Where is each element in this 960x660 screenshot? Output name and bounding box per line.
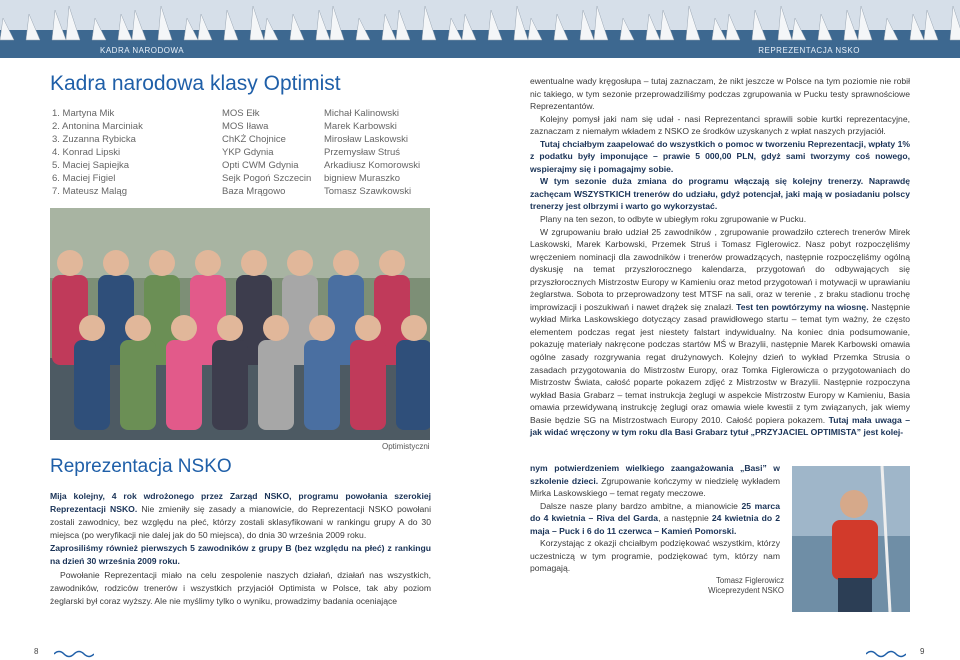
- bold-text: Tutaj chciałbym zaapelować do wszystkich o pomoc w tworzeniu Reprezentacji, wpłaty 1% z podatku były imponujące – prawie 5 000,00 PLN, gdyż sami tworzymy coś nowego, wspierajmy się i pomagajmy sobie.: [530, 138, 910, 174]
- athlete-name: 4. Konrad Lipski: [52, 147, 121, 158]
- body-text: , a następnie: [658, 513, 712, 524]
- wave-ornament-icon: [866, 648, 906, 658]
- photo-caption: Optimistyczni: [382, 442, 430, 451]
- wave-ornament-icon: [54, 648, 94, 658]
- person-body-shape: [396, 340, 430, 430]
- athlete-name: 5. Maciej Sapiejka: [52, 160, 130, 171]
- body-text: Dalsze nasze plany bardzo ambitne, a mianowicie: [540, 500, 742, 511]
- bold-text: Test ten powtórzymy na wiosnę.: [736, 301, 869, 312]
- athlete-name: 6. Maciej Figiel: [52, 173, 116, 184]
- page-title: Kadra narodowa klasy Optimist: [50, 72, 341, 95]
- roster-row: [50, 121, 430, 134]
- page-number-left: 8: [34, 647, 39, 656]
- body-text: W zgrupowaniu brało udział 25 zawodników , zgrupowanie prowadziło czterech trenerów Mirek Laskowski, Marek Karbowski, Przemek Struś i Tomasz Figlerowicz. Nasz pobyt rozpoczęliśmy wręczeniem nominacji dla zawodników i trenerów prowadzących, następnie rozpoczęliśmy ogólną dyskusję na temat przyszłorocznego kalendarza, przygotowań do odbywających się przyszłorocznych Mistrzostw Europy w Kamieniu oraz metod przygotowań i motywacji w uprawianiu żeglarstwa. Sobota to przeprowadzony test MTSF na sali, oraz w terenie , z braku stadionu trochę improwizacji i poszukiwań i nawet drążek się znalazł.: [530, 226, 910, 312]
- page-number-right: 9: [920, 647, 925, 656]
- roster-row: [50, 160, 430, 173]
- group-photo-image: [50, 208, 430, 440]
- article-paragraph: [530, 175, 910, 213]
- author-signature: [690, 576, 784, 596]
- athlete-name: 1. Martyna Mik: [52, 108, 115, 119]
- article-paragraph: [530, 226, 910, 439]
- bold-text: Tutaj mała uwaga – jak widać wręczony w tym roku dla Basi Grabarz tytuł „PRZYJACIEL OPTIMISTA” jest kolej-: [530, 414, 910, 438]
- person-head-shape: [379, 250, 405, 276]
- lead-bold-text: Mija kolejny, 4 rok wdrożonego przez Zarząd NSKO, programu powołania szerokiej Reprezentacji NSKO.: [50, 491, 431, 515]
- header-banner-photo: [0, 0, 960, 58]
- sailor-photo-image: [792, 466, 910, 612]
- person-body-shape: [212, 340, 248, 430]
- bold-text: 24 kwietnia do 2 maja – Puck i 6 do 11 czerwca – Kamień Pomorski.: [530, 513, 780, 536]
- left-article-body: [50, 490, 431, 608]
- article-paragraph: Korzystając z okazji chciałbym podziękować wszystkim, którzy uczestniczą w tym programie, podziękować tym, którzy nam pomagają.: [530, 538, 780, 574]
- person-body-shape: [74, 340, 110, 430]
- athlete-coach: Marek Karbowski: [324, 121, 397, 132]
- bold-text: 25 marca do 4 kwietnia – Riva del Garda: [530, 500, 780, 524]
- section-label-right: REPREZENTACJA NSKO: [758, 46, 860, 55]
- bold-text: W tym sezonie duża zmiana do programu włączają się kolejny trenerzy. Naprawdę zachęcam WSZYSTKICH trenerów do udziału, gdyż potencjał, jaki mają w posiadaniu polscy trenerzy jest olbrzymi i warto go wykorzystać.: [530, 176, 910, 212]
- person-head-shape: [195, 250, 221, 276]
- person-head-shape: [171, 315, 197, 341]
- person-head-shape: [287, 250, 313, 276]
- athlete-club: Sejk Pogoń Szczecin: [222, 173, 312, 184]
- athlete-name: 3. Zuzanna Rybicka: [52, 134, 136, 145]
- athlete-club: MOS Iława: [222, 121, 269, 132]
- section-title: Reprezentacja NSKO: [50, 456, 232, 477]
- article-paragraph: Kolejny pomysł jaki nam się udał - nasi Reprezentanci sprawili sobie kurtki reprezentacyjne, zaznaczam z niemałym wkładem z NSKO ze środków uzyskanych z wpłat naszych przyjaciół.: [530, 113, 910, 137]
- athlete-coach: Przemysław Struś: [324, 147, 401, 158]
- person-body-shape: [120, 340, 156, 430]
- person-head-shape: [79, 315, 105, 341]
- person-head-shape: [103, 250, 129, 276]
- athlete-club: Opti CWM Gdynia: [222, 160, 299, 171]
- person-body-shape: [166, 340, 202, 430]
- person-head-shape: [401, 315, 427, 341]
- national-team-roster: [50, 108, 430, 199]
- person-head-shape: [333, 250, 359, 276]
- person-head-shape: [149, 250, 175, 276]
- person-head-shape: [263, 315, 289, 341]
- body-text: Zgrupowanie kończymy w niedzielę wykładem Mirka Laskowskiego – temat regaty meczowe.: [530, 475, 780, 499]
- article-paragraph: Plany na ten sezon, to odbyte w ubiegłym roku zgrupowanie w Pucku.: [540, 214, 807, 225]
- bold-text: Zaprosiliśmy również pierwszych 5 zawodników z grupy B (bez względu na płeć) z rankingu na dzień 30 września 2009 roku.: [50, 543, 431, 567]
- section-label-left: KADRA NARODOWA: [100, 46, 185, 55]
- person-head-shape: [125, 315, 151, 341]
- athlete-club: ChKŻ Chojnice: [222, 134, 286, 145]
- roster-row: [50, 134, 430, 147]
- article-paragraph: ewentualne wady kręgosłupa – tutaj zaznaczam, że nikt jeszcze w Polsce na tym poziomie nie robił nic takiego, w tym sezonie przeprowadziliśmy podczas zgrupowania w Pucku testy sprawnościowe Reprezentantów.: [530, 76, 910, 112]
- author-name: Tomasz Figlerowicz: [715, 576, 784, 585]
- article-paragraph: [50, 542, 431, 568]
- athlete-club: YKP Gdynia: [222, 147, 274, 158]
- sailor-photo: [792, 466, 910, 612]
- athlete-coach: Michał Kalinowski: [324, 108, 399, 119]
- person-body-shape: [258, 340, 294, 430]
- author-role: Wiceprezydent NSKO: [708, 586, 784, 595]
- body-text: Następnie wykład Mirka Laskowskiego dotyczący zasad prawidłowego startu – temat tym ważny, że często elementem podczas regat jest niestety falstart indywidualny. Na koniec dnia podsumowanie, pokazuję materiały nakręcone podczas startów MŚ w Brazylii, następnie Marek Karbowski omawia ogólne zasady rozgrywania regat drużynowych. Kolejny dzień to wykład Przemka Strusia o zasadach przygotowania do Mistrzostw Europy, oraz Tomka Figlerowicza o przygotowaniach do Mistrzostw Świata, całość poparte pokazem zdjęć z Mistrzostw w Brazylii. Następnie rozpoczyna wykład Basia Grabarz – temat instrukcja żeglugi w aspekcie Mistrzostw Europy w Kamieniu, Basia omawia przewidywaną instrukcję żeglugi oraz omawia wiele kwestii z tym związanych, jak wiemy Basie będzie SG na Mistrzostwach Europy 2010. Całość popiera pokazem.: [530, 301, 911, 425]
- article-paragraph: [530, 500, 780, 538]
- roster-row: [50, 147, 430, 160]
- athlete-name: 2. Antonina Marciniak: [52, 121, 143, 132]
- athlete-name: 7. Mateusz Maląg: [52, 186, 127, 197]
- athlete-coach: bigniew Muraszko: [324, 173, 401, 184]
- person-head-shape: [241, 250, 267, 276]
- bold-text: nym potwierdzeniem wielkiego zaangażowania „Basi” w szkolenie dzieci.: [530, 463, 780, 486]
- person-body-shape: [350, 340, 386, 430]
- athlete-coach: Tomasz Szawkowski: [324, 186, 412, 197]
- roster-row: [50, 186, 430, 199]
- athlete-club: MOS Ełk: [222, 108, 260, 119]
- person-body-shape: [304, 340, 340, 430]
- article-paragraph: [50, 490, 431, 542]
- article-paragraph: Powołanie Reprezentacji miało na celu zespolenie naszych działań, działań nas wszystkich, zawodników, rodziców trenerów i wszystkich przyjaciół Optimista w Polsce, tak aby poziom żeglarski był coraz wyższy. Ale nie myślimy tylko o wyniku, prowadzimy badania oceniające: [50, 569, 431, 606]
- right-article-body-lower: [530, 462, 780, 575]
- article-paragraph: [530, 138, 910, 176]
- person-head-shape: [57, 250, 83, 276]
- athlete-coach: Mirosław Laskowski: [324, 134, 408, 145]
- lead-text: Nie zmieniły się zasady a mianowicie, do Reprezentacji NSKO powołani zostali zawodnicy, bez względu na płeć, którzy zostali sklasyfikowani w rankingu grupy A do 30 miejsca (po weryfikacji nie dalej jak do 50 miejsca), do dnia 30 września 2009 roku.: [50, 504, 431, 541]
- person-head-shape: [309, 315, 335, 341]
- athlete-club: Baza Mrągowo: [222, 186, 286, 197]
- right-article-body: [530, 75, 910, 439]
- person-head-shape: [355, 315, 381, 341]
- athlete-coach: Arkadiusz Komorowski: [324, 160, 421, 171]
- roster-row: [50, 108, 430, 121]
- person-head-shape: [217, 315, 243, 341]
- group-photo: [50, 208, 430, 440]
- roster-row: [50, 173, 430, 186]
- article-paragraph: [530, 462, 780, 500]
